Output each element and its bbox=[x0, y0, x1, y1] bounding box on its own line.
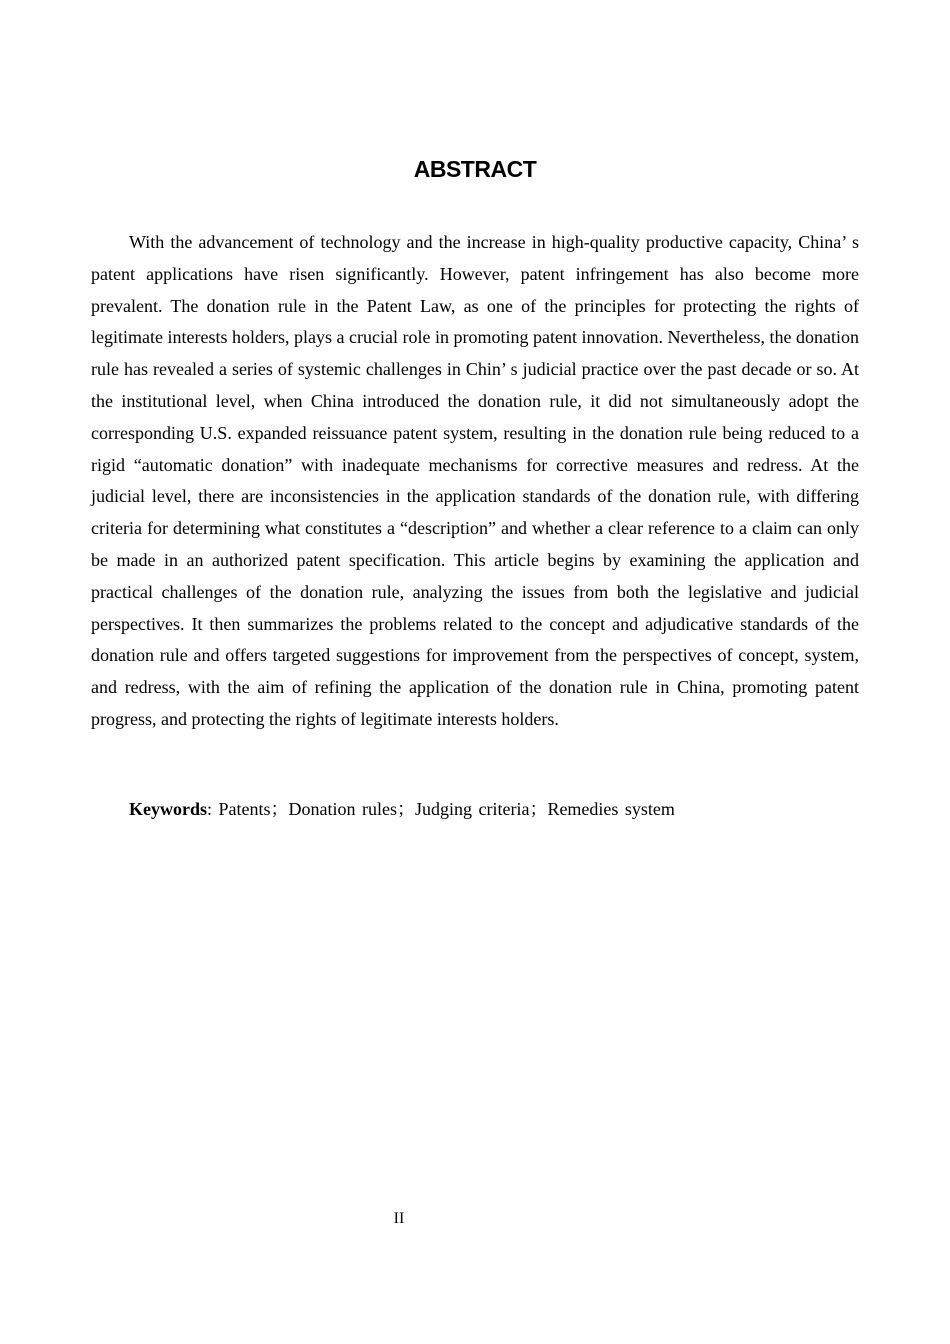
keywords-line bbox=[129, 794, 675, 826]
abstract-title: ABSTRACT bbox=[413, 156, 537, 182]
page-number: II bbox=[393, 1210, 405, 1227]
keywords-text: : Patents；Donation rules；Judging criteria；Remedies system bbox=[207, 799, 675, 819]
abstract-paragraph: With the advancement of technology and the increase in high-quality productive capacity, China’ s patent applications have risen significantly. However, patent infringement has also become more prevalent. The donation rule in the Patent Law, as one of the principles for protecting the rights of legitimate interests holders, plays a crucial role in promoting patent innovation. Nevertheless, the donation rule has revealed a series of systemic challenges in Chin’ s judicial practice over the past decade or so. At the institutional level, when China introduced the donation rule, it did not simultaneously adopt the corresponding U.S. expanded reissuance patent system, resulting in the donation rule being reduced to a rigid “automatic donation” with inadequate mechanisms for corrective measures and redress. At the judicial level, there are inconsistencies in the application standards of the donation rule, with differing criteria for determining what constitutes a “description” and whether a clear reference to a claim can only be made in an authorized patent specification. This article begins by examining the application and practical challenges of the donation rule, analyzing the issues from both the legislative and judicial perspectives. It then summarizes the problems related to the concept and adjudicative standards of the donation rule and offers targeted suggestions for improvement from the perspectives of concept, system, and redress, with the aim of refining the application of the donation rule in China, promoting patent progress, and protecting the rights of legitimate interests holders. bbox=[91, 232, 859, 729]
keywords-label: Keywords bbox=[129, 799, 207, 819]
